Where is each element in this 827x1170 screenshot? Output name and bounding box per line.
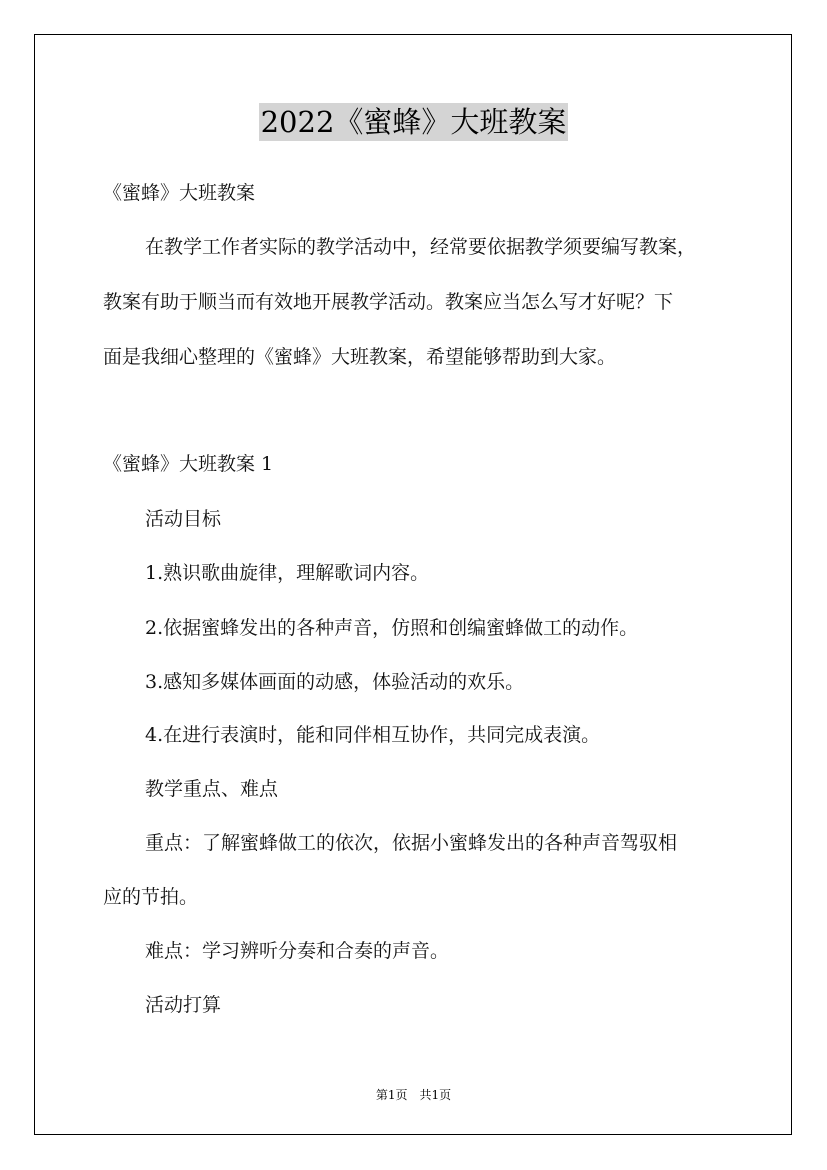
key-heading: 教学重点、难点	[145, 778, 279, 800]
document-title: 2022《蜜蜂》大班教案	[260, 105, 567, 139]
goal-item-4: 4.在进行表演时，能和同伴相互协作，共同完成表演。	[145, 724, 601, 746]
key-point-line-1: 重点：了解蜜蜂做工的依次，依据小蜜蜂发出的各种声音驾驭相	[145, 832, 678, 854]
difficulty-line: 难点：学习辨听分奏和合奏的声音。	[145, 940, 450, 962]
goal-item-2: 2.依据蜜蜂发出的各种声音，仿照和创编蜜蜂做工的动作。	[145, 617, 639, 639]
intro-line-3: 面是我细心整理的《蜜蜂》大班教案，希望能够帮助到大家。	[103, 346, 617, 368]
goal-heading: 活动目标	[145, 508, 222, 530]
prep-heading: 活动打算	[145, 994, 222, 1016]
intro-line-1: 在教学工作者实际的教学活动中，经常要依据教学须要编写教案，	[145, 236, 697, 258]
key-point-line-2: 应的节拍。	[103, 886, 199, 908]
section-title: 《蜜蜂》大班教案 1	[103, 453, 274, 475]
goal-item-1: 1.熟识歌曲旋律，理解歌词内容。	[145, 562, 430, 584]
goal-item-3: 3.感知多媒体画面的动感，体验活动的欢乐。	[145, 671, 525, 693]
document-subtitle: 《蜜蜂》大班教案	[103, 182, 256, 204]
page-footer: 第1页 共1页	[375, 1088, 452, 1102]
intro-line-2: 教案有助于顺当而有效地开展教学活动。教案应当怎么写才好呢？下	[103, 291, 674, 313]
